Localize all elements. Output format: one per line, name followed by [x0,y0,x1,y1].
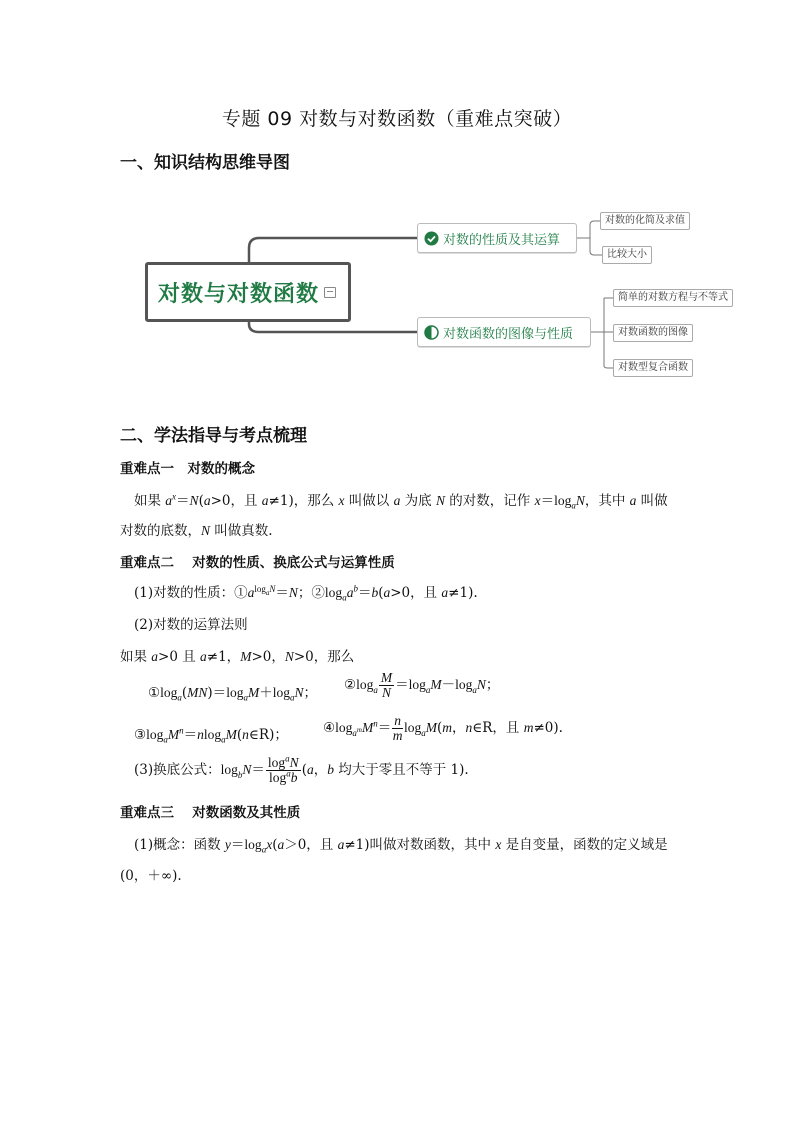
mindmap-leaf-compare[interactable]: 比较大小 [602,246,652,264]
rule-3: $③\log_aM^n=nlog_aM(n\in R)$； [134,725,288,745]
mindmap-leaf-simplify[interactable]: 对数的化简及求值 [600,212,690,230]
point2-rules-condition: 如果 a>0 且 a≠1，M>0，N>0，那么 [120,649,355,665]
point3-line2: (0，＋∞). [120,868,182,884]
section-heading-mindmap: 一、知识结构思维导图 [120,153,290,173]
check-circle-icon [424,231,439,246]
branch-label: 对数的性质及其运算 [443,232,561,248]
point2-properties: (1)对数的性质：$①a^{log_aN}=N$；$②\log_aa^b=b(a>0$，且 a≠1). [134,583,478,603]
page-title: 专题 09 对数与对数函数（重难点突破） [221,108,573,130]
rule-2: $②\log_a$ $\frac{M}{N}$ $=\log_aM-\log_aN$； [344,670,500,701]
mindmap-branch-properties[interactable] [417,223,577,253]
point3-line1: (1)概念：函数 $y=\log_ax(a>0$，且 a≠1)叫做对数函数，其中 x 是自变量，函数的定义域是 [134,837,668,855]
mindmap-leaf-composite[interactable]: 对数型复合函数 [613,359,693,377]
mindmap-root-label: 对数与对数函数 [158,281,320,307]
mindmap-root-node[interactable] [145,262,351,322]
branch-label: 对数函数的图像与性质 [443,326,574,342]
change-of-base: (3)换底公式：$\log_bN=$ $\frac{\log^aN}{\log^ab}$ (a，b 均大于零且不等于 1). [134,753,469,786]
mindmap-leaf-graph[interactable]: 对数函数的图像 [613,324,693,342]
point2-rules-label: (2)对数的运算法则 [134,617,248,633]
rule-1: $①\log_a(MN)=\log_aM+\log_aN$； [148,685,317,703]
properties-label: (1)对数的性质： [134,585,235,601]
mindmap-branch-graph[interactable] [417,317,591,347]
point2-heading: 重难点二 对数的性质、换底公式与运算性质 [120,555,395,571]
point1-line1: 如果 $a^x=N(a>0$，且 a≠1)，那么 x 叫做以 a 为底 N 的对数，记作 $x=\log_aN$，其中 a 叫做 [134,491,668,511]
half-circle-icon [424,325,439,340]
mindmap-leaf-equation[interactable]: 简单的对数方程与不等式 [613,289,733,307]
rule-4: $④\log_{a^m}M^n=$ $\frac{n}{m}$ $\log_aM(m$，n∈R，且 m≠0). [323,713,563,744]
note-icon [324,287,336,298]
section-heading-guide: 二、学法指导与考点梳理 [120,426,307,446]
point3-heading: 重难点三 对数函数及其性质 [120,805,301,821]
point1-heading: 重难点一 对数的概念 [120,461,255,477]
point1-line2: 对数的底数，N 叫做真数. [120,523,273,539]
concept-label: (1)概念： [134,837,194,853]
